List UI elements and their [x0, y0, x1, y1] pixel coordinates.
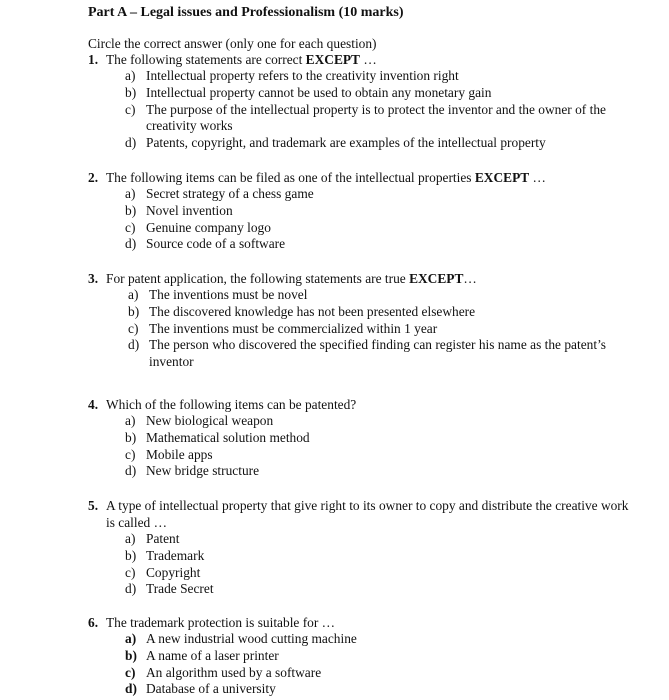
option-text: The purpose of the intellectual property is to protect the inventor and the owner of the creativity works [146, 101, 606, 134]
question-emphasis: EXCEPT [305, 52, 360, 67]
question-6 [88, 614, 633, 698]
option-text: Trademark [146, 547, 205, 563]
option-text: New biological weapon [146, 413, 274, 428]
answer-option-d[interactable] [88, 463, 633, 480]
option-text: Intellectual property refers to the creativity invention right [146, 68, 459, 83]
question-number: 2. [88, 170, 99, 185]
option-text: A name of a laser printer [146, 647, 279, 663]
answer-option-a[interactable] [88, 68, 633, 85]
option-letter: d) [125, 236, 137, 252]
option-text: Patent [146, 531, 180, 546]
option-text: The discovered knowledge has not been presented elsewhere [149, 303, 476, 319]
option-text: A new industrial wood cutting machine [146, 631, 357, 646]
option-text: New bridge structure [146, 463, 260, 479]
answer-option-d[interactable] [88, 135, 633, 152]
option-letter: d) [125, 681, 137, 697]
answer-options [88, 68, 633, 152]
answer-option-c[interactable] [88, 102, 633, 136]
answer-option-c[interactable] [88, 220, 633, 237]
option-letter: c) [125, 101, 136, 117]
question-tail: … [360, 52, 377, 67]
option-text: Database of a university [146, 681, 276, 697]
option-letter: c) [125, 664, 136, 680]
answer-option-c[interactable] [88, 565, 633, 582]
option-letter: a) [128, 287, 139, 302]
option-letter: b) [125, 202, 137, 218]
option-letter: c) [125, 564, 136, 580]
option-text: The inventions must be commercialized within 1 year [149, 320, 438, 336]
option-letter: d) [125, 135, 137, 151]
option-letter: a) [125, 186, 136, 201]
option-letter: a) [125, 413, 136, 428]
option-text: Genuine company logo [146, 219, 271, 235]
answer-option-c[interactable] [88, 665, 633, 682]
option-text: Patents, copyright, and trademark are examples of the intellectual property [146, 135, 546, 151]
question-number: 5. [88, 498, 99, 513]
answer-options [88, 186, 633, 253]
question-stem [88, 51, 633, 68]
question-stem [88, 614, 633, 631]
option-letter: c) [128, 320, 139, 336]
question-text: The following statements are correct [106, 52, 306, 67]
question-3 [88, 270, 633, 371]
question-tail: … [463, 271, 477, 286]
option-letter: c) [125, 446, 136, 462]
option-letter: c) [125, 219, 136, 235]
option-letter: b) [125, 429, 137, 445]
answer-option-a[interactable] [88, 531, 633, 548]
option-text: Mobile apps [146, 446, 213, 462]
option-text: Mathematical solution method [146, 429, 310, 445]
question-4 [88, 396, 633, 480]
answer-option-a[interactable] [88, 186, 633, 203]
answer-option-d[interactable] [88, 337, 633, 371]
question-text: Which of the following items can be patented? [106, 397, 357, 412]
option-letter: a) [125, 631, 137, 646]
question-stem [88, 169, 633, 186]
answer-option-b[interactable] [88, 85, 633, 102]
option-text: Secret strategy of a chess game [146, 186, 314, 201]
answer-option-c[interactable] [88, 447, 633, 464]
answer-option-b[interactable] [88, 304, 633, 321]
question-text: The following items can be filed as one of the intellectual properties [106, 170, 475, 185]
answer-option-c[interactable] [88, 321, 633, 338]
question-number: 3. [88, 271, 99, 286]
option-letter: b) [125, 84, 137, 100]
answer-option-a[interactable] [88, 287, 633, 304]
option-text: Novel invention [146, 202, 233, 218]
answer-option-d[interactable] [88, 581, 633, 598]
answer-option-a[interactable] [88, 413, 633, 430]
question-2 [88, 169, 633, 253]
question-emphasis: EXCEPT [474, 170, 530, 185]
answer-options [88, 531, 633, 598]
option-letter: a) [125, 68, 136, 83]
question-text: For patent application, the following statements are true [106, 271, 410, 286]
section-title: Part A – Legal issues and Professionalism (10 marks) [88, 5, 404, 20]
answer-option-b[interactable] [88, 430, 633, 447]
question-1 [88, 51, 633, 152]
answer-option-b[interactable] [88, 648, 633, 665]
question-number: 6. [88, 615, 99, 630]
option-text: Intellectual property cannot be used to obtain any monetary gain [146, 84, 492, 100]
answer-option-b[interactable] [88, 203, 633, 220]
option-letter: b) [125, 647, 137, 663]
answer-option-b[interactable] [88, 548, 633, 565]
answer-option-d[interactable] [88, 236, 633, 253]
option-letter: a) [125, 531, 136, 546]
answer-option-a[interactable] [88, 631, 633, 648]
question-stem [88, 270, 633, 287]
option-letter: d) [128, 337, 140, 353]
option-text: Source code of a software [146, 236, 286, 252]
option-letter: b) [125, 547, 137, 563]
option-letter: d) [125, 581, 137, 597]
answer-options [88, 287, 633, 371]
option-letter: d) [125, 463, 137, 479]
question-emphasis: EXCEPT [409, 271, 464, 286]
question-text: The trademark protection is suitable for … [106, 615, 336, 630]
question-number: 1. [88, 52, 99, 67]
answer-option-d[interactable] [88, 681, 633, 698]
question-stem [88, 396, 633, 413]
option-text: Trade Secret [146, 581, 214, 597]
question-5 [88, 497, 633, 598]
question-number: 4. [88, 397, 99, 412]
option-letter: b) [128, 303, 140, 319]
question-text: A type of intellectual property that give right to its owner to copy and distribute the creative work is called … [106, 498, 629, 530]
instruction-text: Circle the correct answer (only one for each question) [88, 36, 377, 51]
option-text: The person who discovered the specified finding can register his name as the patent’s inventor [149, 337, 606, 370]
question-tail: … [529, 170, 546, 185]
option-text: An algorithm used by a software [146, 664, 322, 680]
question-stem [88, 497, 633, 531]
option-text: Copyright [146, 564, 201, 580]
option-text: The inventions must be novel [149, 287, 308, 302]
answer-options [88, 413, 633, 480]
answer-options [88, 631, 633, 698]
